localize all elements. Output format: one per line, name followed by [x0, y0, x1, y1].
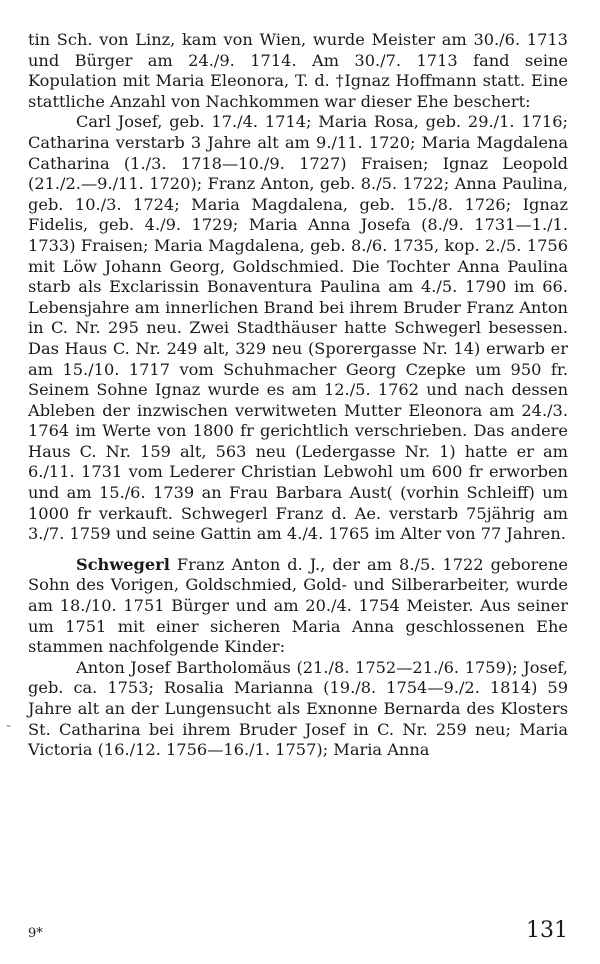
paragraph-4: Anton Josef Bartholomäus (21./8. 1752—21./6. 1759); Josef, geb. ca. 1753; Rosalia Marianna (19./8. 1754—9./2. 1814) 59 Jahre alt an der Lungensucht als Exnonne Bernarda des Klosters St. Catharina bei ihrem Bruder Josef in C. Nr. 259 neu; Maria Victoria (16./12. 1756—16./1. 1757); Maria Anna	[28, 657, 568, 760]
page-number: 131	[526, 918, 568, 943]
paragraph-1: tin Sch. von Linz, kam von Wien, wurde Meister am 30./6. 1713 und Bürger am 24./9. 1714. Am 30./7. 1713 fand seine Kopulation mit Maria Eleonora, T. d. †Ignaz Hoffmann statt. Eine stattliche Anzahl von Nachkommen war dieser Ehe beschert:	[28, 30, 568, 111]
margin-mark: -	[6, 718, 12, 734]
paragraph-3-lead: Schwegerl	[76, 554, 170, 574]
book-page-text	[28, 30, 568, 761]
paragraph-2: Carl Josef, geb. 17./4. 1714; Maria Rosa, geb. 29./1. 1716; Catharina verstarb 3 Jahre alt am 9./11. 1720; Maria Magdalena Catharina (1./3. 1718—10./9. 1727) Fraisen; Ignaz Leopold (21./2.—9./11. 1720); Franz Anton, geb. 8./5. 1722; Anna Paulina, geb. 10./3. 1724; Maria Magdalena, geb. 15./8. 1726; Ignaz Fidelis, geb. 4./9. 1729; Maria Anna Josefa (8./9. 1731—1./1. 1733) Fraisen; Maria Magdalena, geb. 8./6. 1735, kop. 2./5. 1756 mit Löw Johann Georg, Goldschmied. Die Tochter Anna Paulina starb als Exclarissin Bonaventura Paulina am 4./5. 1790 im 66. Lebensjahre am innerlichen Brand bei ihrem Bruder Franz Anton in C. Nr. 295 neu. Zwei Stadthäuser hatte Schwegerl besessen. Das Haus C. Nr. 249 alt, 329 neu (Sporergasse Nr. 14) erwarb er am 15./10. 1717 vom Schuhmacher Georg Czepke um 950 fr. Seinem Sohne Ignaz wurde es am 12./5. 1762 und nach dessen Ableben der inzwischen verwitweten Mutter Eleonora am 24./3. 1764 im Werte von 1800 fr gerichtlich verschrieben. Das andere Haus C. Nr. 159 alt, 563 neu (Ledergasse Nr. 1) hatte er am 6./11. 1731 vom Lederer Christian Lebwohl um 600 fr erworben und am 15./6. 1739 an Frau Barbara Aust( (vorhin Schleiff) um 1000 fr verkauft. Schwegerl Franz d. Ae. verstarb 75jährig am 3./7. 1759 und seine Gattin am 4./4. 1765 im Alter von 77 Jahren.	[28, 112, 568, 544]
paragraph-3	[28, 555, 568, 658]
paragraph-3-body: Franz Anton d. J., der am 8./5. 1722 geborene Sohn des Vorigen, Goldschmied, Gold- und Silberarbeiter, wurde am 18./10. 1751 Bürger und am 20./4. 1754 Meister. Aus seiner um 1751 mit einer sicheren Maria Anna geschlossenen Ehe stammen nachfolgende Kinder:	[28, 554, 568, 657]
signature-mark: 9*	[28, 926, 43, 941]
page-footer	[28, 918, 568, 948]
